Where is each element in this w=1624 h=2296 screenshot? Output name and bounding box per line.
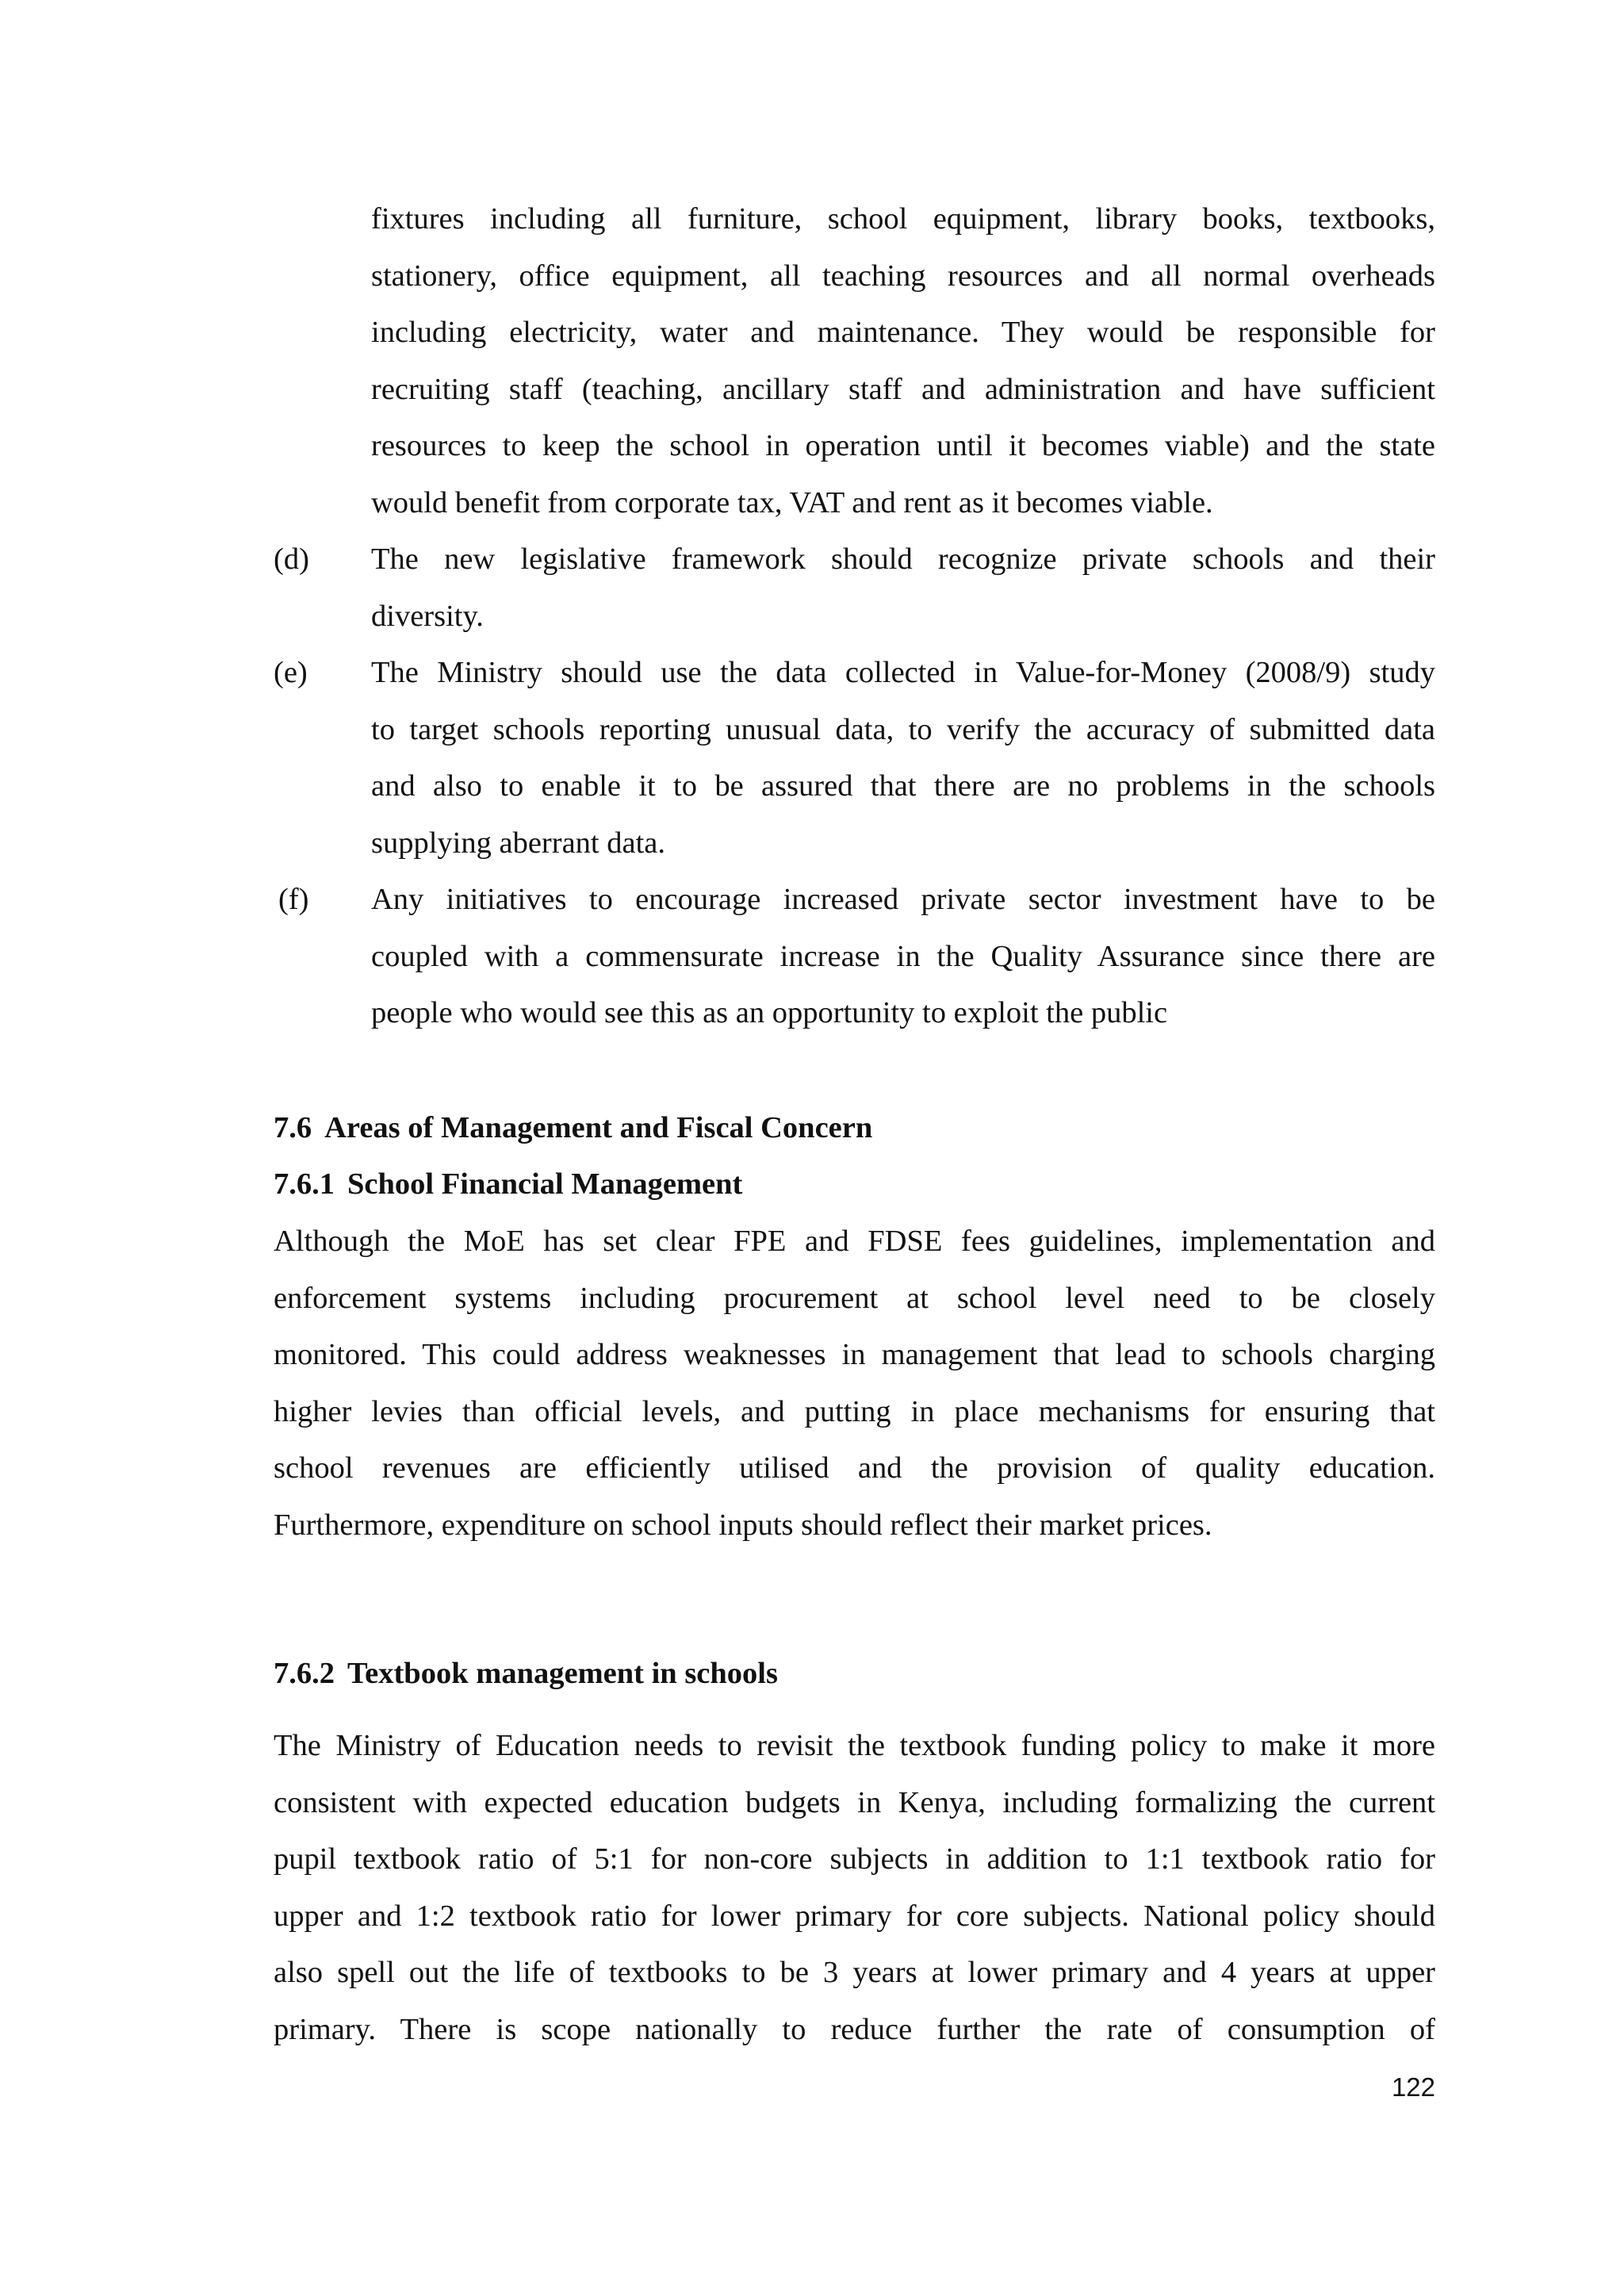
- continuation-paragraph: [371, 191, 1435, 531]
- list-marker-e: (e): [274, 656, 308, 689]
- section-heading-7-6: [274, 1100, 872, 1157]
- text-line: higher levies than official levels, and putting in place mechanisms for ensuring that: [274, 1394, 1435, 1428]
- text-line: Any initiatives to encourage increased private sector investment have to be: [371, 883, 1435, 916]
- section-number: 7.6: [274, 1111, 312, 1144]
- text-line: primary. There is scope nationally to reduce further the rate of consumption of: [274, 2012, 1435, 2046]
- text-line: consistent with expected education budgets in Kenya, including formalizing the current: [274, 1785, 1435, 1819]
- list-item-f: [371, 872, 1435, 1042]
- section-number: 7.6.1: [274, 1167, 335, 1201]
- section-title: Textbook management in schools: [347, 1657, 778, 1690]
- list-marker-f: (f): [278, 883, 309, 916]
- page-number: 122: [1391, 2072, 1435, 2102]
- text-line: also spell out the life of textbooks to be 3 years at lower primary and 4 years at upper: [274, 1956, 1435, 1989]
- text-line: Furthermore, expenditure on school inputs should reflect their market prices.: [274, 1508, 1212, 1542]
- list-item-d: [371, 531, 1435, 645]
- list-item-e: [371, 645, 1435, 872]
- text-line: to target schools reporting unusual data, to verify the accuracy of submitted data: [371, 712, 1435, 746]
- text-line: fixtures including all furniture, school equipment, library books, textbooks,: [371, 202, 1435, 236]
- text-line: upper and 1:2 textbook ratio for lower primary for core subjects. National policy should: [274, 1899, 1435, 1933]
- paragraph-school-financial-management: [274, 1213, 1435, 1554]
- text-line: supplying aberrant data.: [371, 826, 665, 860]
- text-line: pupil textbook ratio of 5:1 for non-core subjects in addition to 1:1 textbook ratio for: [274, 1842, 1435, 1876]
- text-line: school revenues are efficiently utilised and the provision of quality education.: [274, 1451, 1435, 1485]
- text-line: including electricity, water and maintenance. They would be responsible for: [371, 316, 1435, 349]
- text-line: The Ministry of Education needs to revisit the textbook funding policy to make it more: [274, 1729, 1435, 1762]
- section-number: 7.6.2: [274, 1657, 335, 1690]
- text-line: The Ministry should use the data collected in Value-for-Money (2008/9) study: [371, 656, 1435, 689]
- text-line: would benefit from corporate tax, VAT and rent as it becomes viable.: [371, 485, 1213, 519]
- list-marker-d: (d): [274, 542, 309, 576]
- text-line: and also to enable it to be assured that there are no problems in the schools: [371, 769, 1435, 803]
- section-title: School Financial Management: [347, 1167, 743, 1201]
- text-line: Although the MoE has set clear FPE and FDSE fees guidelines, implementation and: [274, 1225, 1435, 1258]
- section-heading-7-6-1: [274, 1156, 742, 1213]
- text-line: monitored. This could address weaknesses in management that lead to schools charging: [274, 1338, 1435, 1371]
- text-line: resources to keep the school in operation until it becomes viable) and the state: [371, 429, 1435, 462]
- text-line: diversity.: [371, 599, 484, 633]
- section-title: Areas of Management and Fiscal Concern: [324, 1111, 873, 1144]
- text-line: people who would see this as an opportunity to exploit the public: [371, 996, 1168, 1029]
- text-line: coupled with a commensurate increase in the Quality Assurance since there are: [371, 939, 1435, 973]
- text-line: stationery, office equipment, all teaching resources and all normal overheads: [371, 259, 1435, 293]
- text-line: enforcement systems including procurement at school level need to be closely: [274, 1281, 1435, 1315]
- paragraph-textbook-management: [274, 1718, 1435, 2058]
- section-heading-7-6-2: [274, 1646, 778, 1703]
- text-line: The new legislative framework should recognize private schools and their: [371, 542, 1435, 576]
- text-line: recruiting staff (teaching, ancillary staff and administration and have sufficient: [371, 372, 1435, 406]
